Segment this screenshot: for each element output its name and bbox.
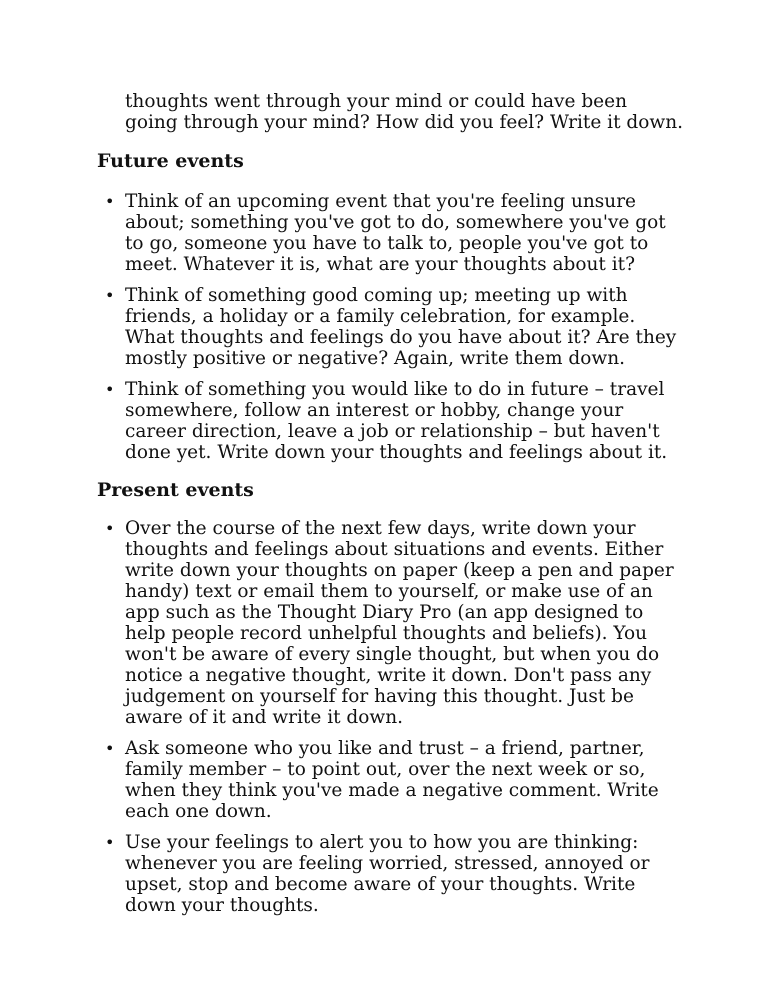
bullet-icon: •: [105, 380, 115, 399]
bullet-icon: •: [105, 286, 115, 305]
bullet-icon: •: [105, 833, 115, 852]
list-item-text: Ask someone who you like and trust – a friend, partner, family member – to point out, over the next week or so, when they think you've made a negative comment. Write each one down.: [125, 738, 659, 822]
future-events-list: [0, 191, 772, 473]
section-heading-present-events: Present events: [97, 479, 254, 501]
present-events-list: [0, 518, 772, 926]
list-item: [0, 738, 685, 822]
bullet-icon: •: [105, 519, 115, 538]
list-item: [0, 518, 685, 728]
list-item: [0, 191, 685, 275]
list-item-text: Think of something good coming up; meeting up with friends, a holiday or a family celebration, for example. What thoughts and feelings do you have about it? Are they mostly positive or negative? Again, write them down.: [125, 285, 677, 369]
list-item: [0, 285, 685, 369]
list-item-text: Think of something you would like to do in future – travel somewhere, follow an interest or hobby, change your career direction, leave a job or relationship – but haven't done yet. Write down your thoughts and feelings about it.: [125, 379, 668, 463]
bullet-icon: •: [105, 739, 115, 758]
list-item: [0, 832, 685, 916]
intro-paragraph: thoughts went through your mind or could have been going through your mind? How did you feel? Write it down.: [125, 91, 684, 133]
list-item-text: Over the course of the next few days, write down your thoughts and feelings about situations and events. Either write down your thoughts on paper (keep a pen and paper handy) text or email them to yourself, or make use of an app such as the Thought Diary Pro (an app designed to help people record unhelpful thoughts and beliefs). You won't be aware of every single thought, but when you do notice a negative thought, write it down. Don't pass any judgement on yourself for having this thought. Just be aware of it and write it down.: [125, 518, 674, 728]
list-item-text: Think of an upcoming event that you're feeling unsure about; something you've got to do, somewhere you've got to go, someone you have to talk to, people you've got to meet. Whatever it is, what are your thoughts about it?: [125, 191, 666, 275]
list-item-text: Use your feelings to alert you to how you are thinking: whenever you are feeling worried, stressed, annoyed or upset, stop and become aware of your thoughts. Write down your thoughts.: [125, 832, 650, 916]
bullet-icon: •: [105, 192, 115, 211]
section-heading-future-events: Future events: [97, 150, 244, 172]
list-item: [0, 379, 685, 463]
